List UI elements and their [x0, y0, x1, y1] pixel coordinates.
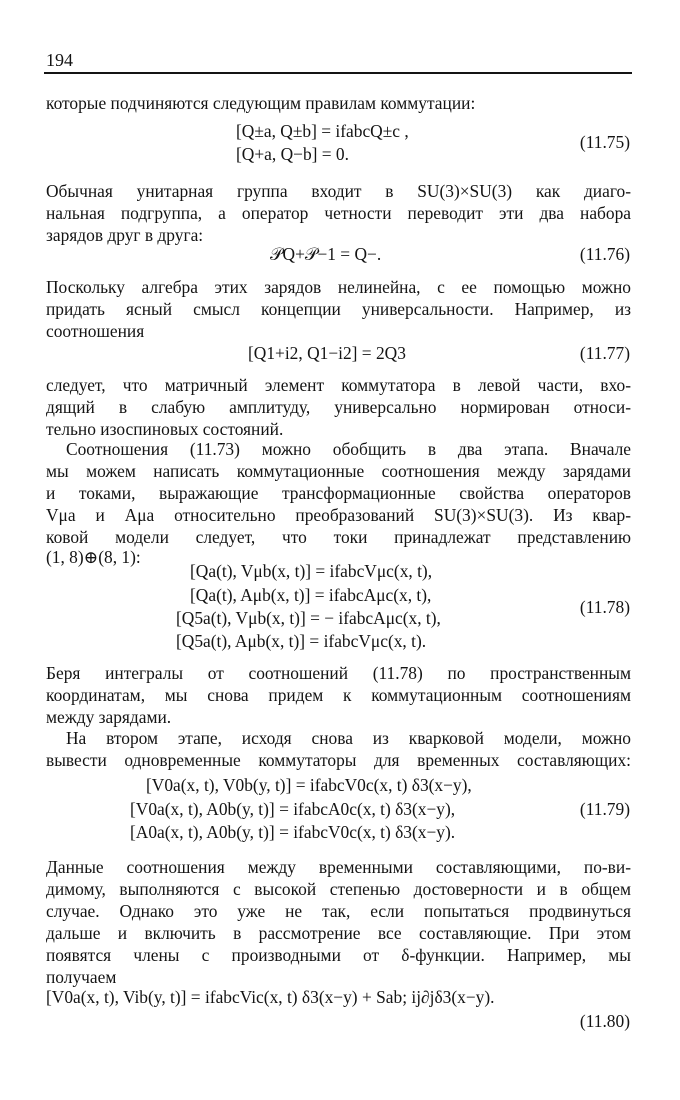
- text-line: следует, что матричный элемент коммутатора в левой части, вхо-: [46, 375, 631, 395]
- text-line: соотношения: [46, 321, 145, 341]
- text-line: димому, выполняются с высокой степенью достоверности и в общем: [46, 879, 631, 899]
- equation: [Qa(t), Vμb(x, t)] = ifabcVμc(x, t),: [190, 561, 433, 581]
- equation: [Q5a(t), Aμb(x, t)] = ifabcVμc(x, t).: [176, 631, 427, 651]
- equation: [Q±a, Q±b] = ifabcQ±c ,: [236, 121, 409, 141]
- text-line: Обычная унитарная группа входит в SU(3)×SU(3) как диаго-: [46, 181, 631, 201]
- text-line: и токами, выражающие трансформационные свойства операторов: [46, 483, 631, 503]
- text-line: которые подчиняются следующим правилам коммутации:: [46, 93, 476, 113]
- text-line: случае. Однако это уже не так, если попытаться продвинуться: [46, 901, 631, 921]
- equation: [V0a(x, t), A0b(y, t)] = ifabcA0c(x, t) δ3(x−y),: [130, 799, 456, 819]
- equation: 𝒫Q+𝒫−1 = Q−.: [270, 244, 382, 264]
- page-number: 194: [46, 50, 73, 70]
- equation: [A0a(x, t), A0b(y, t)] = ifabcV0c(x, t) δ3(x−y).: [130, 822, 456, 842]
- equation-number: (11.76): [579, 244, 630, 264]
- text-line: получаем: [46, 967, 117, 987]
- equation-number: (11.78): [579, 597, 630, 617]
- equation: [Q+a, Q−b] = 0.: [236, 144, 349, 164]
- header-rule: [44, 72, 632, 74]
- text-line: На втором этапе, исходя снова из кварковой модели, можно: [66, 728, 631, 748]
- text-line: Поскольку алгебра этих зарядов нелинейна, с ее помощью можно: [46, 277, 631, 297]
- text-line: дальше и включить в рассмотрение все составляющие. При этом: [46, 923, 631, 943]
- text-line: нальная подгруппа, а оператор четности переводит эти два набора: [46, 203, 631, 223]
- equation: [V0a(x, t), Vib(y, t)] = ifabcVic(x, t) δ3(x−y) + Sab; ij∂jδ3(x−y).: [46, 987, 495, 1007]
- text-line: Vμa и Aμa относительно преобразований SU(3)×SU(3). Из квар-: [46, 505, 631, 525]
- equation-number: (11.80): [579, 1011, 630, 1031]
- equation: [V0a(x, t), V0b(y, t)] = ifabcV0c(x, t) δ3(x−y),: [146, 775, 472, 795]
- text-line: ковой модели следует, что токи принадлежат представлению: [46, 527, 631, 547]
- text-line: вывести одновременные коммутаторы для временных составляющих:: [46, 750, 631, 770]
- equation: [Qa(t), Aμb(x, t)] = ifabcAμc(x, t),: [190, 585, 432, 605]
- text-line: между зарядами.: [46, 707, 172, 727]
- text-line: зарядов друг в друга:: [46, 225, 204, 245]
- text-line: появятся члены с производными от δ-функции. Например, мы: [46, 945, 631, 965]
- equation: [Q1+i2, Q1−i2] = 2Q3: [248, 343, 406, 363]
- text-line: мы можем написать коммутационные соотношения между зарядами: [46, 461, 631, 481]
- text-line: придать ясный смысл концепции универсальности. Например, из: [46, 299, 631, 319]
- text-line: тельно изоспиновых состояний.: [46, 419, 284, 439]
- equation: [Q5a(t), Vμb(x, t)] = − ifabcAμc(x, t),: [176, 608, 441, 628]
- text-line: Данные соотношения между временными составляющими, по-ви-: [46, 857, 631, 877]
- text-line: Беря интегралы от соотношений (11.78) по пространственным: [46, 663, 631, 683]
- text-line: Соотношения (11.73) можно обобщить в два этапа. Вначале: [66, 439, 631, 459]
- equation-number: (11.77): [579, 343, 630, 363]
- text-line: координатам, мы снова придем к коммутационным соотношениям: [46, 685, 631, 705]
- equation-number: (11.75): [579, 132, 630, 152]
- text-line: (1, 8)⊕(8, 1):: [46, 547, 141, 567]
- text-line: дящий в слабую амплитуду, универсально нормирован относи-: [46, 397, 631, 417]
- equation-number: (11.79): [579, 799, 630, 819]
